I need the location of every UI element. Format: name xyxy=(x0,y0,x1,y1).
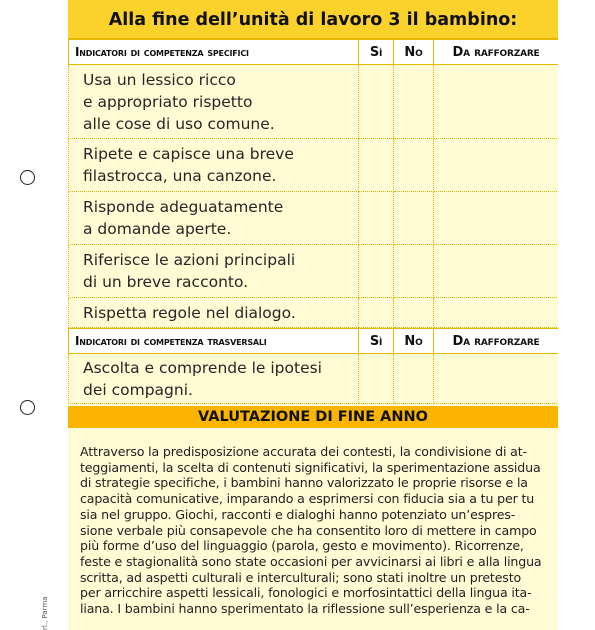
checkbox-no-cell[interactable] xyxy=(394,192,434,245)
checkbox-no-cell[interactable] xyxy=(394,65,434,139)
indicator-line: Risponde adeguatamente xyxy=(83,198,284,216)
specific-indicators-table xyxy=(68,39,558,328)
checkbox-si-cell[interactable] xyxy=(359,245,394,298)
indicator-line: Rispetta regole nel dialogo. xyxy=(83,303,296,322)
indicator-row xyxy=(69,354,559,404)
evaluation-line: Attraverso la predisposizione accurata dei contesti, la condivisione di at- xyxy=(80,444,527,459)
specific-header-row xyxy=(69,40,559,65)
evaluation-line: sione verbale più consapevole che ha consentito loro di mettere in campo xyxy=(80,522,537,538)
evaluation-line: teggiamenti, la scelta di contenuti significativi, la sperimentazione assidua xyxy=(80,459,541,475)
checkbox-si-cell[interactable] xyxy=(359,192,394,245)
indicator-row xyxy=(69,245,559,298)
evaluation-paragraph xyxy=(68,428,558,617)
checkbox-si-cell[interactable] xyxy=(359,139,394,192)
indicator-text xyxy=(69,245,359,298)
assessment-sheet xyxy=(68,0,558,630)
evaluation-line: liana. I bambini hanno sperimentato la riflessione sull’esperienza e la ca- xyxy=(80,601,530,617)
checkbox-no-cell[interactable] xyxy=(394,245,434,298)
checkbox-rafforzare-cell[interactable] xyxy=(434,298,559,328)
indicator-text xyxy=(69,65,359,139)
indicator-line: alle cose di uso comune. xyxy=(83,114,275,133)
transversal-header-label: Indicatori di competenza trasversali xyxy=(69,329,359,354)
binder-hole-bottom xyxy=(20,400,35,415)
checkbox-no-cell[interactable] xyxy=(394,139,434,192)
checkbox-rafforzare-cell[interactable] xyxy=(434,245,559,298)
indicator-line: di un breve racconto. xyxy=(83,273,249,291)
checkbox-rafforzare-cell[interactable] xyxy=(434,192,559,245)
indicator-text xyxy=(69,298,359,328)
indicator-row xyxy=(69,139,559,192)
checkbox-rafforzare-cell[interactable] xyxy=(434,139,559,192)
transversal-header-row xyxy=(69,329,559,354)
col-si-header: Sì xyxy=(359,329,394,354)
indicator-row xyxy=(69,65,559,139)
evaluation-line: capacità comunicative, imparando a esprimersi con fiducia sia a tu per tu xyxy=(80,491,535,507)
evaluation-line: più forme d’uso del linguaggio (parola, gesto e movimento). Ricorrenze, xyxy=(80,538,524,554)
evaluation-line: sia nel gruppo. Giochi, racconti e dialoghi hanno potenziato un’espres- xyxy=(80,506,516,522)
indicator-line: Usa un lessico ricco xyxy=(83,70,236,89)
indicator-row xyxy=(69,298,559,328)
indicator-line: a domande aperte. xyxy=(83,220,232,238)
indicator-text xyxy=(69,139,359,192)
indicator-line: Riferisce le azioni principali xyxy=(83,251,296,269)
indicator-line: dei compagni. xyxy=(83,380,193,399)
indicator-line: filastrocca, una canzone. xyxy=(83,167,277,185)
binder-hole-top xyxy=(20,170,35,185)
indicator-line: Ascolta e comprende le ipotesi xyxy=(83,358,322,377)
checkbox-si-cell[interactable] xyxy=(359,354,394,404)
indicator-row xyxy=(69,192,559,245)
evaluation-line: feste e stagionalità sono state occasioni per avvicinarsi ai libri e alla lingua xyxy=(80,553,542,569)
indicator-text xyxy=(69,354,359,404)
transversal-indicators-table xyxy=(68,328,558,404)
checkbox-rafforzare-cell[interactable] xyxy=(434,354,559,404)
col-si-header: Sì xyxy=(359,40,394,65)
checkbox-rafforzare-cell[interactable] xyxy=(434,65,559,139)
evaluation-line: di strategie specifiche, i bambini hanno valorizzato le proprie risorse e la xyxy=(80,475,528,491)
checkbox-si-cell[interactable] xyxy=(359,298,394,328)
checkbox-si-cell[interactable] xyxy=(359,65,394,139)
publisher-note: rl., Parma xyxy=(41,596,49,630)
evaluation-line: per arricchire aspetti lessicali, fonologici e morfosintattici della lingua ita- xyxy=(80,585,532,601)
evaluation-title: VALUTAZIONE DI FINE ANNO xyxy=(68,406,558,428)
indicator-line: Ripete e capisce una breve xyxy=(83,145,294,163)
col-rafforzare-header: Da rafforzare xyxy=(434,40,559,65)
evaluation-line: scritta, ad aspetti culturali e interculturali; sono stati inoltre un pretesto xyxy=(80,569,522,585)
col-no-header: No xyxy=(394,40,434,65)
checkbox-no-cell[interactable] xyxy=(394,354,434,404)
page-title: Alla fine dell’unità di lavoro 3 il bambino: xyxy=(68,0,558,39)
col-rafforzare-header: Da rafforzare xyxy=(434,329,559,354)
specific-header-label: Indicatori di competenza specifici xyxy=(69,40,359,65)
indicator-line: e appropriato rispetto xyxy=(83,92,253,111)
checkbox-no-cell[interactable] xyxy=(394,298,434,328)
col-no-header: No xyxy=(394,329,434,354)
indicator-text xyxy=(69,192,359,245)
